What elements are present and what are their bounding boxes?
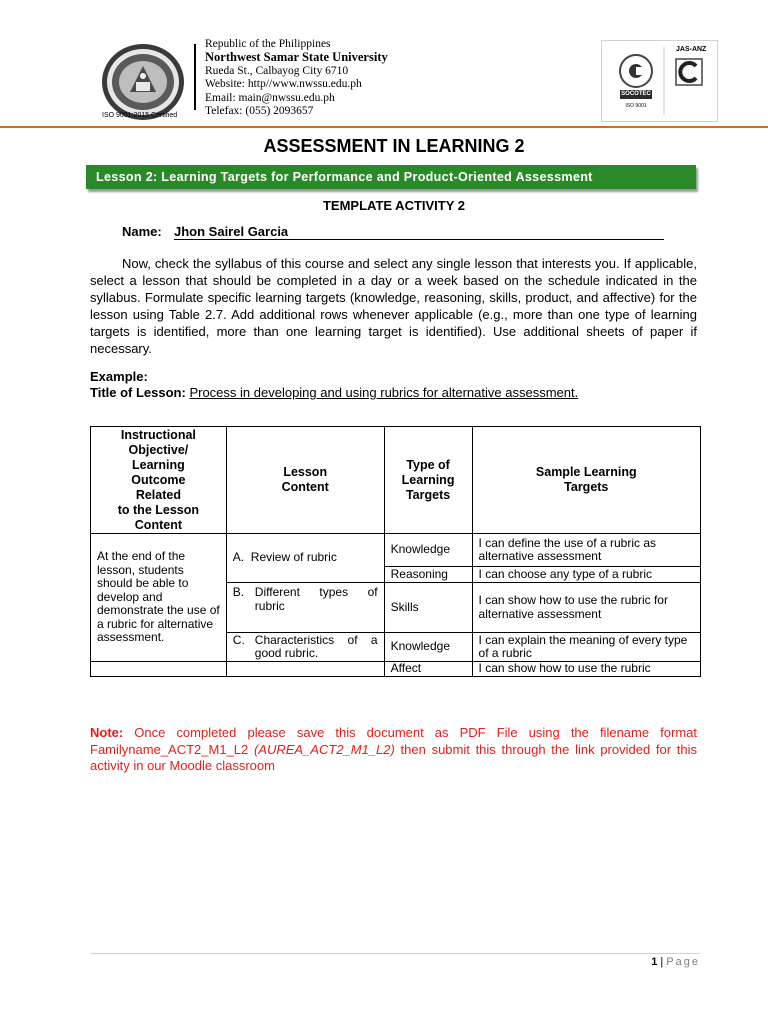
note-example-filename: (AUREA_ACT2_M1_L2): [253, 741, 395, 757]
table-header-row: [91, 427, 701, 534]
country-line: Republic of the Philippines: [205, 38, 331, 50]
header-objective-line: Instructional: [120, 427, 196, 442]
telefax-line: Telefax: (055) 2093657: [205, 105, 314, 118]
university-name: Northwest Samar State University: [205, 50, 388, 65]
type-cell: Skills: [384, 583, 472, 633]
street-line: Rueda St., Calbayog City 6710: [205, 64, 349, 77]
sample-cell: I can explain the meaning of every type of a rubric: [472, 633, 700, 662]
socotec-jasanz-logo-icon: [602, 41, 717, 121]
sample-cell: I can show how to use the rubric for alternative assessment: [472, 583, 700, 633]
content-letter: A.: [232, 550, 245, 565]
header-type-line: Type of: [406, 457, 450, 472]
university-seal-icon: [100, 42, 186, 122]
website-line: Website: http//www.nwssu.edu.ph: [205, 78, 362, 91]
content-item: [233, 634, 378, 661]
note-text-1: Once completed please save this document as PDF File using the filename format Familyname_ACT2_M1_L2: [90, 725, 697, 757]
empty-cell: [91, 662, 227, 677]
name-label: Name:: [122, 224, 162, 239]
content-item: [233, 586, 378, 613]
header-sample-targets: [472, 427, 700, 534]
socotec-label: SOCOTEC: [621, 91, 651, 97]
content-text: Characteristics of a good rubric.: [254, 632, 378, 660]
header-divider: [194, 44, 196, 110]
template-title: TEMPLATE ACTIVITY 2: [322, 198, 466, 213]
header-objective-line: Objective/: [128, 442, 189, 457]
type-cell: Knowledge: [384, 534, 472, 567]
header-objective-line: Content: [134, 517, 182, 532]
content-cell-a: [226, 534, 384, 583]
sample-cell: I can show how to use the rubric: [472, 662, 700, 677]
empty-cell: [226, 662, 384, 677]
table-row: [91, 534, 701, 567]
submission-note: [90, 725, 697, 775]
note-text-2: then submit this through the link provided for this activity in our Moodle classroom: [90, 741, 697, 773]
jas-anz-label: JAS-ANZ: [676, 46, 707, 53]
header-objective: [91, 427, 227, 534]
email-line: Email: main@nwssu.edu.ph: [205, 91, 335, 104]
header-type-line: Targets: [405, 487, 451, 502]
content-letter: B.: [232, 585, 245, 599]
instructions-paragraph: Now, check the syllabus of this course and select any single lesson that interests you. If applicable, select a lesson that should be completed in a day or a week based on the schedule indicated in the syllabus. Formulate specific learning targets (knowledge, reasoning, skills, product, and affective) for the lesson using Table 2.7. Add additional rows whenever applicable (e.g., more than one type of learning targets is identified, more than one learning target is identified). Use additional sheets of paper if necessary.: [90, 256, 697, 356]
type-cell: Reasoning: [384, 567, 472, 583]
header-content-line: Lesson: [283, 465, 328, 479]
page-separator: |: [657, 956, 667, 968]
header-type: [384, 427, 472, 534]
content-letter: C.: [232, 632, 245, 647]
header-objective-line: Learning: [131, 457, 185, 472]
header-content-line: Content: [281, 480, 329, 494]
content-cell-c: [226, 633, 384, 662]
university-address: [205, 38, 388, 118]
certification-logos: [601, 40, 718, 122]
sample-cell: I can define the use of a rubric as alternative assessment: [472, 534, 700, 567]
header-sample-line: Sample Learning: [535, 465, 637, 479]
objective-cell: At the end of the lesson, students should be able to develop and demonstrate the use of a rubric for alternative assessment.: [91, 534, 227, 662]
iso-certified-label: ISO 9001:2015 Certified: [102, 112, 178, 119]
content-cell-b: [226, 583, 384, 633]
title-of-lesson-label: Title of Lesson:: [90, 385, 186, 400]
header-sample-line: Targets: [564, 480, 609, 494]
page-number: 1: [651, 956, 658, 968]
note-label: Note:: [90, 725, 124, 740]
type-cell: Affect: [384, 662, 472, 677]
title-of-lesson: [90, 385, 578, 400]
footer-rule: [90, 953, 700, 954]
socotec-iso-label: ISO 9001: [625, 103, 647, 109]
page-footer: [600, 956, 700, 968]
content-text: Different types of rubric: [254, 585, 378, 613]
header-lesson-content: [226, 427, 384, 534]
content-text: Review of rubric: [250, 550, 337, 565]
example-label: Example:: [90, 369, 148, 384]
header-objective-line: Related: [135, 487, 181, 502]
header-objective-line: to the Lesson: [117, 502, 200, 517]
table-row: [91, 662, 701, 677]
header-rule: [0, 126, 768, 128]
page-word: Page: [666, 956, 700, 968]
page-title: ASSESSMENT IN LEARNING 2: [263, 136, 525, 156]
name-field[interactable]: Jhon Sairel Garcia: [174, 224, 664, 240]
learning-targets-table: [90, 426, 701, 677]
type-cell: Knowledge: [384, 633, 472, 662]
header-type-line: Learning: [401, 472, 455, 487]
sample-cell: I can choose any type of a rubric: [472, 567, 700, 583]
lesson-banner: Lesson 2: Learning Targets for Performance and Product-Oriented Assessment: [86, 165, 696, 189]
title-of-lesson-value: Process in developing and using rubrics for alternative assessment.: [189, 385, 579, 400]
header-objective-line: Outcome: [131, 472, 186, 487]
